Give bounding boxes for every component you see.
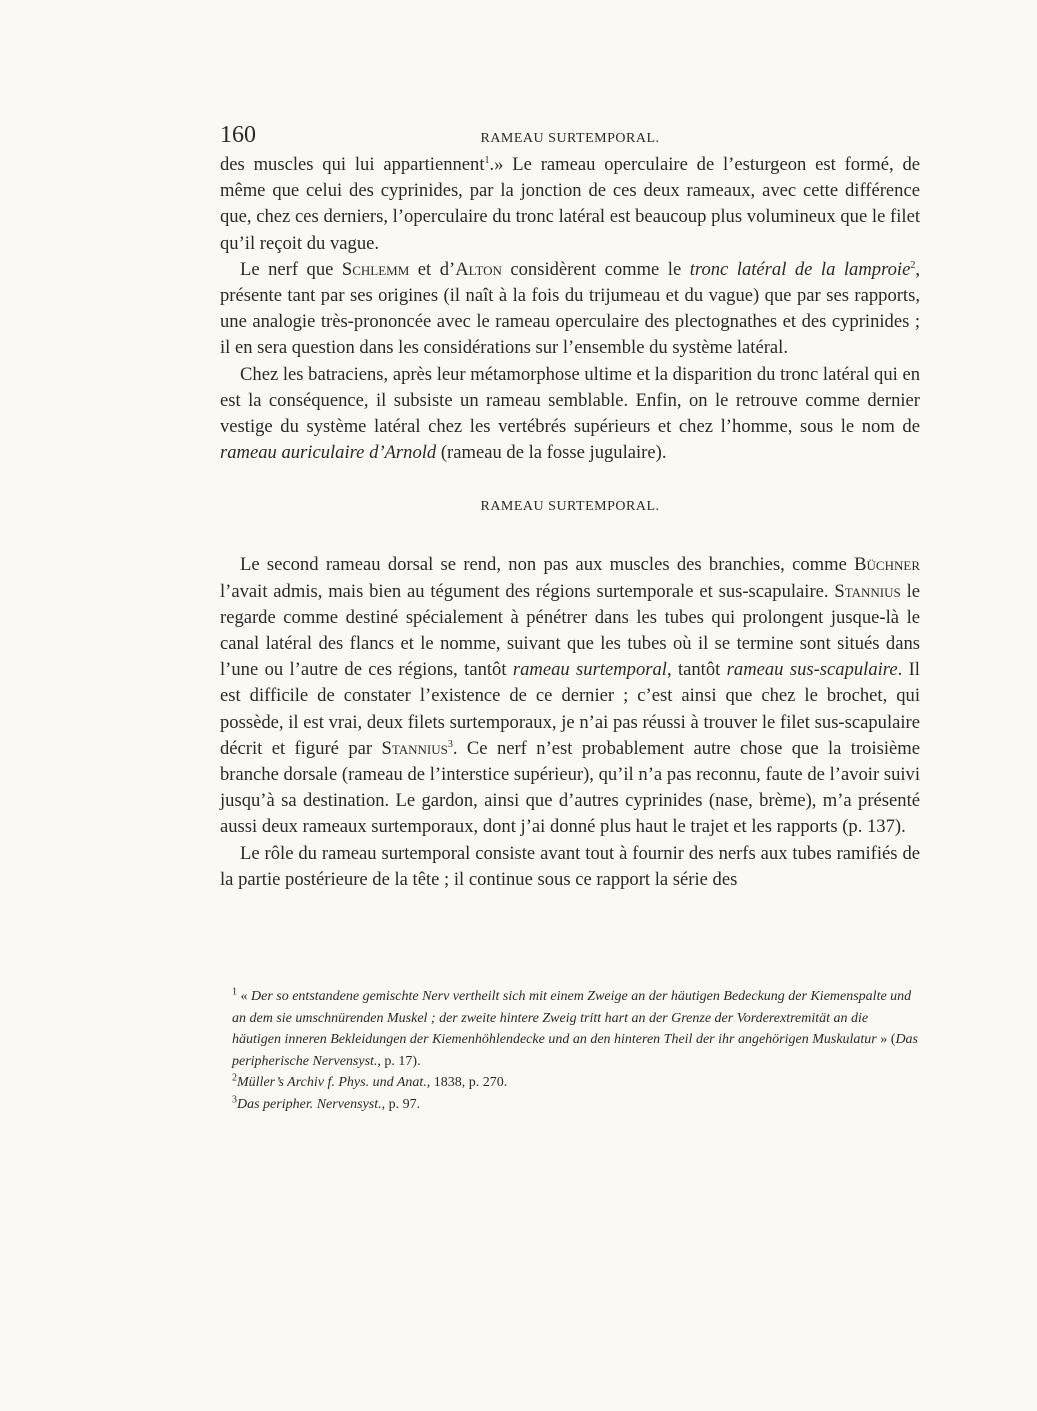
page-number: 160 — [220, 122, 256, 148]
footnote-2: $^2$Müller’s Archiv f. Phys. und Anat., 1838, p. 270. — [232, 1072, 508, 1090]
author-name: Büchner — [854, 554, 920, 576]
footnote-ref-1: 1 — [484, 154, 490, 166]
author-name: Alton — [455, 258, 502, 280]
paragraph-3: Chez les batraciens, après leur métamorphose ultime et la disparition du tronc latéral qui en est la conséquence, il subsiste un rameau semblable. Enfin, on le retrouve comme dernier vestige du système latéral chez les vertébrés supérieurs et chez l’homme, sous le nom de rameau auriculaire d’Arnold (rameau de la fosse jugulaire). — [220, 363, 920, 464]
paragraph-4: Le second rameau dorsal se rend, non pas aux muscles des branchies, comme Büchner l’avait admis, mais bien au tégument des régions surtemporale et sus-scapulaire. Stannius le regarde comme destiné spécialement à pénétrer dans les tubes qui prolongent jusque-là le canal latéral des flancs et le nomme, suivant que les tubes où il se termine sont situés dans l’une ou l’autre de ces régions, tantôt rameau surtemporal, tantôt rameau sus-scapulaire. Il est difficile de constater l’existence de ce dernier ; c’est ainsi que chez le brochet, qui possède, il est vrai, deux filets surtemporaux, je n’ai pas réussi à trouver le filet sus-scapulaire décrit et figuré par Stannius$^3$. Ce nerf n’est probablement autre chose que la troisième branche dorsale (rameau de l’interstice supérieur), qu’il n’a pas reconnu, faute de l’avoir suivi jusqu’à sa destination. Le gardon, ainsi que d’autres cyprinides (nase, brème), m’a présenté aussi deux rameaux surtemporaux, dont j’ai donné plus haut le trajet et les rapports (p. 137). — [220, 554, 920, 838]
italic-term: tronc latéral de la lamproie — [689, 258, 911, 280]
footnote-1: $^1$ « Der so entstandene gemischte Nerv vertheilt sich mit einem Zweige an der häutigen Bedeckung der Kiemenspalte und an dem sie umschnürenden Muskel ; der zweite hintere Zweig tritt hart an der Grenze der Vorderextremität an die häutigen inneren Bekleidungen der Kiemenhöhlendecke und an den hinteren Theil der ihr angehörigen Muskulatur » (Das peripherische Nervensyst., p. 17). — [232, 986, 918, 1069]
page-header — [220, 118, 920, 152]
paragraph-5: Le rôle du rameau surtemporal consiste avant tout à fournir des nerfs aux tubes ramifiés de la partie postérieure de la tête ; il continue sous ce rapport la série des — [220, 842, 920, 890]
italic-term: rameau auriculaire d’Arnold — [220, 442, 437, 464]
italic-term: rameau surtemporal — [512, 659, 667, 681]
body-text — [220, 152, 920, 893]
author-name: Stannius — [381, 737, 448, 759]
running-head: RAMEAU SURTEMPORAL. — [480, 131, 660, 146]
footnote-3: $^3$Das peripher. Nervensyst., p. 97. — [232, 1093, 421, 1112]
author-name: Schlemm — [341, 258, 410, 280]
footnote-ref-3: 3 — [447, 738, 453, 750]
italic-term: rameau sus-scapulaire — [726, 659, 898, 681]
author-name: Stannius — [834, 580, 901, 602]
paragraph-1: des muscles qui lui appartiennent$^1$.» Le rameau operculaire de l’esturgeon est formé, de même que celui des cyprinides, par la jonction de ces deux rameaux, avec cette différence que, chez ces derniers, l’operculaire du tronc latéral est beaucoup plus volumineux que le filet qu’il reçoit du vague. — [220, 154, 920, 254]
section-title: RAMEAU SURTEMPORAL. — [480, 499, 660, 515]
footnotes — [220, 986, 920, 1115]
paragraph-2: Le nerf que Schlemm et d’Alton considèrent comme le tronc latéral de la lamproie$^2$, présente tant par ses origines (il naît à la fois du trijumeau et du vague) que par ses rapports, une analogie très-prononcée avec le rameau operculaire des plectognathes et des cyprinides ; il en sera question dans les considérations sur l’ensemble du système latéral. — [220, 258, 920, 359]
footnote-ref-2: 2 — [910, 259, 916, 271]
